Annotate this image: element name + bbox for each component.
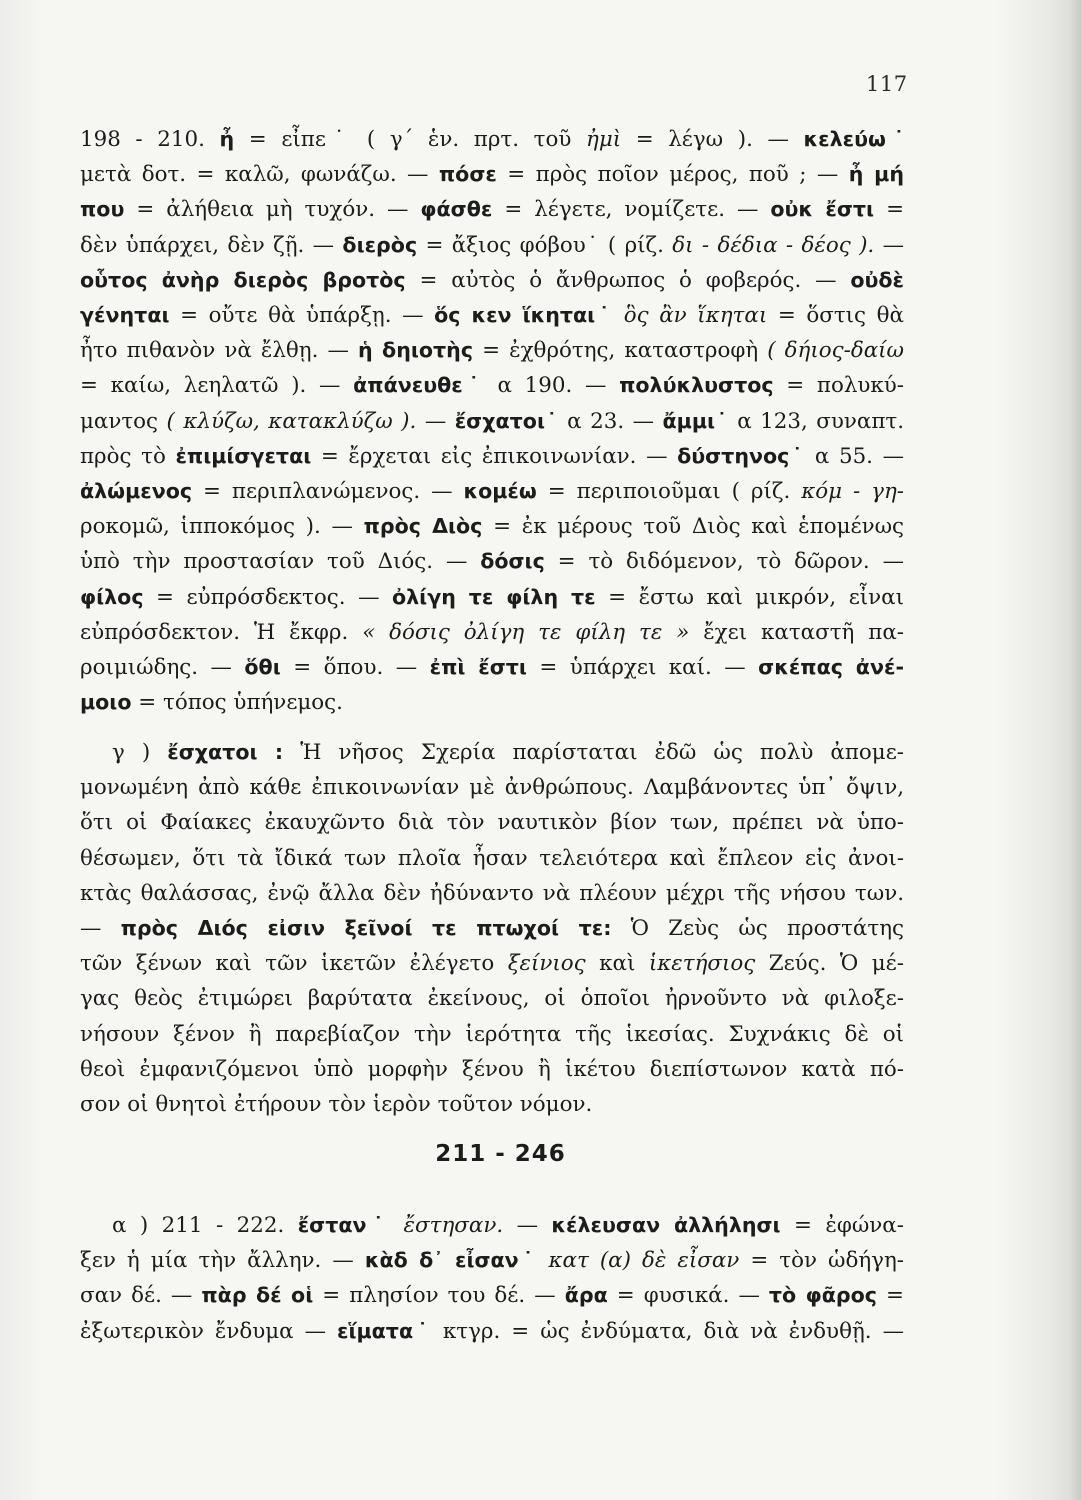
text-italic: ὃς ἂν ἵκηται bbox=[623, 303, 768, 329]
text-line bbox=[80, 474, 904, 509]
lemma-bold: δόσις bbox=[480, 549, 545, 574]
text-line bbox=[80, 192, 904, 227]
lemma-bold: ἔσταν˙ bbox=[297, 1213, 391, 1237]
text-run: δὲν ὑπάρχει, δὲν ζῇ. — bbox=[80, 232, 343, 258]
text-run: = πρὸς ποῖον μέρος, ποῦ ; — bbox=[496, 162, 849, 188]
text-run: = bbox=[876, 1283, 904, 1309]
text-run: α 55. — bbox=[805, 443, 904, 469]
lemma-bold: φίλος bbox=[80, 584, 144, 609]
text-run: μονωμένη ἀπὸ κάθε ἐπικοινωνίαν μὲ ἀνθρώπους. Λαμβάνοντες ὑπ᾽ ὄψιν, bbox=[80, 775, 904, 801]
text-line bbox=[80, 368, 904, 403]
text-italic: ἠμὶ bbox=[586, 127, 622, 152]
text-run: ἦτο πιθανὸν νὰ ἔλθῃ. — bbox=[80, 338, 358, 364]
text-line bbox=[80, 333, 904, 368]
text-line bbox=[80, 122, 904, 157]
glossary-paragraph-198-210 bbox=[80, 122, 904, 720]
text-run: = λέγω ). — bbox=[621, 127, 804, 152]
lemma-bold: γένηται bbox=[80, 303, 170, 328]
lemma-bold: κελεύω˙ bbox=[803, 127, 904, 151]
text-run: = ἔρχεται εἰς ἐπικοινωνίαν. — bbox=[311, 443, 678, 469]
text-line bbox=[80, 981, 904, 1016]
text-run bbox=[537, 1248, 548, 1273]
text-run: = περιποιοῦμαι ( ρίζ. bbox=[536, 479, 802, 505]
text-run: μαντος bbox=[80, 408, 167, 434]
text-run: ὑπὸ τὴν προστασίαν τοῦ Διός. — bbox=[80, 549, 481, 575]
text-run: κτγρ. = ὡς ἐνδύματα, διὰ νὰ ἐνδυθῇ. — bbox=[431, 1318, 904, 1344]
lemma-bold: πόσε bbox=[438, 162, 497, 187]
text-run: = λέγετε, νομίζετε. — bbox=[492, 197, 771, 223]
text-run: = πολυκύ- bbox=[773, 373, 904, 399]
text-italic: « δόσις ὀλίγη τε φίλη τε » bbox=[362, 619, 690, 645]
text-run: α 23. — bbox=[558, 408, 663, 434]
text-run: α 123, συναπτ. bbox=[728, 408, 905, 434]
text-line bbox=[80, 228, 904, 263]
text-line bbox=[80, 1278, 904, 1313]
text-run: = εἶπε˙ ( γ΄ ἑν. πρτ. τοῦ bbox=[234, 127, 586, 152]
lemma-bold: ὅθι bbox=[244, 655, 281, 680]
text-run: = ὅπου. — bbox=[280, 655, 430, 681]
lemma-bold: μοιο bbox=[80, 690, 132, 715]
page-edge-shadow bbox=[1067, 0, 1081, 1500]
lemma-bold: ἄμμι˙ bbox=[662, 408, 729, 433]
text-run: = ἐκ μέρους τοῦ Διὸς καὶ ἑπομένως bbox=[482, 514, 905, 540]
text-run: σαν δέ. — bbox=[80, 1283, 202, 1309]
text-run: ροιμιώδης. — bbox=[80, 655, 245, 681]
text-italic: ἔστησαν. bbox=[403, 1213, 504, 1238]
text-run: α ) 211 - 222. bbox=[112, 1213, 298, 1238]
text-line bbox=[80, 876, 904, 911]
text-run: = εὐπρόσδεκτος. — bbox=[143, 584, 392, 610]
text-run bbox=[613, 303, 624, 328]
text-line bbox=[80, 439, 904, 474]
text-run: = αὐτὸς ὁ ἄνθρωπος ὁ φοβερός. — bbox=[405, 267, 851, 293]
text-italic: ξείνιος bbox=[507, 951, 586, 977]
text-italic: ( κλύζω, κατακλύζω ). bbox=[166, 408, 417, 434]
lemma-bold: πρὸς Διὸς bbox=[363, 514, 483, 539]
text-run: 198 - 210. bbox=[80, 127, 220, 152]
lemma-bold: ἔσχατοι˙ bbox=[454, 408, 559, 433]
text-run: νήσουν ξένον ἢ παρεβίαζον τὴν ἱερότητα τῆς ἱκεσίας. Συχνάκις δὲ οἱ bbox=[80, 1021, 904, 1047]
text-line bbox=[80, 650, 904, 685]
text-run: = ἔστω καὶ μικρόν, εἶναι bbox=[595, 584, 904, 610]
lemma-bold: κὰδ δ᾽ εἶσαν˙ bbox=[364, 1248, 538, 1273]
text-run: = bbox=[874, 197, 904, 223]
lemma-bold: πολύκλυστος bbox=[619, 373, 774, 398]
text-run: θέσωμεν, ὅτι τὰ ἴδικά των πλοῖα ἦσαν τελειότερα καὶ ἔπλεον εἰς ἀνοι- bbox=[80, 845, 904, 871]
text-run: γ ) bbox=[112, 740, 168, 765]
text-line bbox=[80, 580, 904, 615]
lemma-bold: ἦ μή bbox=[848, 162, 904, 187]
text-line bbox=[80, 1314, 904, 1349]
section-heading: 211 - 246 bbox=[435, 1141, 566, 1167]
lemma-bold: ἐπιμίσγεται bbox=[175, 443, 312, 468]
lemma-bold: ὀλίγη τε φίλη τε bbox=[392, 584, 596, 609]
lemma-bold: ὅς κεν ἵκηται˙ bbox=[434, 303, 614, 328]
text-run: σον οἱ θνητοὶ ἐτήρουν τὸν ἱερὸν τοῦτον νόμον. bbox=[80, 1092, 593, 1118]
text-run: καὶ bbox=[585, 951, 649, 977]
text-run: — bbox=[503, 1213, 552, 1238]
lemma-bold: οὗτος ἀνὴρ διερὸς βροτὸς bbox=[80, 267, 406, 292]
text-run: κτὰς θαλάσσας, ἐνῷ ἄλλα δὲν ἠδύναντο νὰ πλέουν μέχρι τῆς νήσου των. bbox=[80, 880, 904, 906]
text-line bbox=[80, 1087, 904, 1122]
text-run: εὐπρόσδεκτον. Ἡ ἔκφρ. bbox=[80, 619, 363, 645]
commentary-paragraph-gamma bbox=[80, 735, 904, 1122]
text-line bbox=[80, 1208, 904, 1243]
text-run: θεοὶ ἐμφανιζόμενοι ὑπὸ μορφὴν ξένου ἢ ἱκέτου διεπίστωνον κατὰ πό- bbox=[80, 1056, 904, 1082]
text-italic: δι - δέδια - δέος ). bbox=[672, 232, 875, 258]
text-run: μετὰ δοτ. = καλῶ, φωνάζω. — bbox=[80, 162, 439, 188]
text-run: = τὸν ὡδήγη- bbox=[739, 1248, 904, 1274]
lemma-bold: ἔσχατοι : bbox=[167, 740, 284, 764]
text-run: = καίω, λεηλατῶ ). — bbox=[80, 373, 354, 399]
lemma-bold: τὸ φᾶρος bbox=[768, 1283, 877, 1308]
text-line bbox=[80, 805, 904, 840]
text-run: — bbox=[416, 408, 455, 434]
text-line bbox=[80, 946, 904, 981]
text-line bbox=[80, 615, 904, 650]
text-run: γας θεὸς ἐτιμώρει βαρύτατα ἐκείνους, οἱ ὁποῖοι ἠρνοῦντο νὰ φιλοξε- bbox=[80, 986, 904, 1012]
lemma-bold: κομέω bbox=[463, 479, 537, 504]
glossary-paragraph-211-222 bbox=[80, 1208, 904, 1349]
text-line bbox=[80, 685, 904, 720]
text-run: = ἐφώνα- bbox=[780, 1213, 904, 1238]
text-run: = ἐχθρότης, καταστροφὴ bbox=[473, 338, 768, 364]
text-line bbox=[80, 1017, 904, 1052]
text-run: = φυσικά. — bbox=[607, 1283, 769, 1309]
text-line bbox=[80, 911, 904, 946]
text-line bbox=[80, 404, 904, 439]
text-run: = οὔτε θὰ ὑπάρξῃ. — bbox=[169, 303, 435, 329]
text-line bbox=[80, 735, 904, 770]
text-run: α 190. — bbox=[484, 373, 620, 399]
text-run: ξεν ἡ μία τὴν ἄλλην. — bbox=[80, 1248, 365, 1274]
text-run: = περιπλανώμενος. — bbox=[192, 479, 464, 505]
text-italic: κόμ - γη- bbox=[801, 479, 904, 505]
lemma-bold: ἀλώμενος bbox=[80, 479, 193, 504]
text-line bbox=[80, 1052, 904, 1087]
lemma-bold: ἡ δηιοτὴς bbox=[357, 338, 474, 363]
lemma-bold: σκέπας ἀνέ- bbox=[758, 655, 904, 680]
lemma-bold: που bbox=[80, 197, 125, 222]
text-line bbox=[80, 544, 904, 579]
lemma-bold: πρὸς Διός εἰσιν ξεῖνοί τε πτωχοί τε: bbox=[120, 916, 612, 941]
lemma-bold: ἦ bbox=[219, 127, 235, 151]
lemma-bold: ἄρα bbox=[564, 1283, 608, 1308]
text-line bbox=[80, 770, 904, 805]
lemma-bold: ἐπὶ ἔστι bbox=[429, 655, 527, 680]
text-line bbox=[80, 1243, 904, 1278]
text-run: = τόπος ὑπήνεμος. bbox=[131, 690, 343, 716]
lemma-bold: ἀπάνευθε˙ bbox=[353, 373, 485, 398]
text-run: = πλησίον του δέ. — bbox=[313, 1283, 565, 1309]
lemma-bold: δύστηνος˙ bbox=[677, 443, 806, 468]
text-run: = ἄξιος φόβου˙ ( ρίζ. bbox=[417, 232, 673, 258]
text-run: Ὁ Ζεὺς ὡς προστάτης bbox=[611, 916, 905, 942]
text-run: = ὅστις θὰ bbox=[767, 303, 904, 329]
text-run: ροκομῶ, ἱπποκόμος ). — bbox=[80, 514, 364, 540]
text-run: = τὸ διδόμενον, τὸ δῶρον. — bbox=[544, 549, 904, 575]
text-run: ὅτι οἱ Φαίακες ἐκαυχῶντο διὰ τὸν ναυτικὸν βίον των, πρέπει νὰ ὑπο- bbox=[80, 810, 904, 836]
text-line bbox=[80, 841, 904, 876]
text-line bbox=[80, 157, 904, 192]
text-italic: κατ (α) δὲ εἶσαν bbox=[548, 1248, 740, 1274]
text-italic: ( δήιος-δαίω bbox=[767, 338, 904, 364]
text-italic: ἱκετήσιος bbox=[648, 951, 756, 977]
text-run: Ζεύς. Ὁ μέ- bbox=[755, 951, 904, 977]
text-line bbox=[80, 263, 904, 298]
text-run: ἔχει καταστῆ πα- bbox=[689, 619, 904, 645]
lemma-bold: οὐδὲ bbox=[850, 267, 904, 292]
text-run: — bbox=[874, 232, 904, 258]
text-run: πρὸς τὸ bbox=[80, 443, 176, 469]
lemma-bold: φάσθε bbox=[420, 197, 493, 222]
text-line bbox=[80, 509, 904, 544]
text-run: τῶν ξένων καὶ τῶν ἱκετῶν ἐλέγετο bbox=[80, 951, 508, 977]
text-run: — bbox=[80, 916, 121, 942]
text-run: = ὑπάρχει καί. — bbox=[526, 655, 759, 681]
text-run: = ἀλήθεια μὴ τυχόν. — bbox=[124, 197, 421, 223]
text-run: ἐξωτερικὸν ἔνδυμα — bbox=[80, 1318, 338, 1344]
lemma-bold: κέλευσαν ἀλλήλησι bbox=[551, 1213, 781, 1237]
text-run bbox=[390, 1213, 403, 1238]
text-run: Ἡ νῆσος Σχερία παρίσταται ἐδῶ ὡς πολὺ ἀπομε- bbox=[283, 740, 905, 765]
lemma-bold: πὰρ δέ οἱ bbox=[201, 1283, 314, 1308]
lemma-bold: οὐκ ἔστι bbox=[770, 197, 875, 222]
lemma-bold: διερὸς bbox=[342, 232, 418, 257]
text-line bbox=[80, 298, 904, 333]
lemma-bold: εἵματα˙ bbox=[337, 1318, 432, 1343]
page-number: 117 bbox=[866, 72, 908, 96]
